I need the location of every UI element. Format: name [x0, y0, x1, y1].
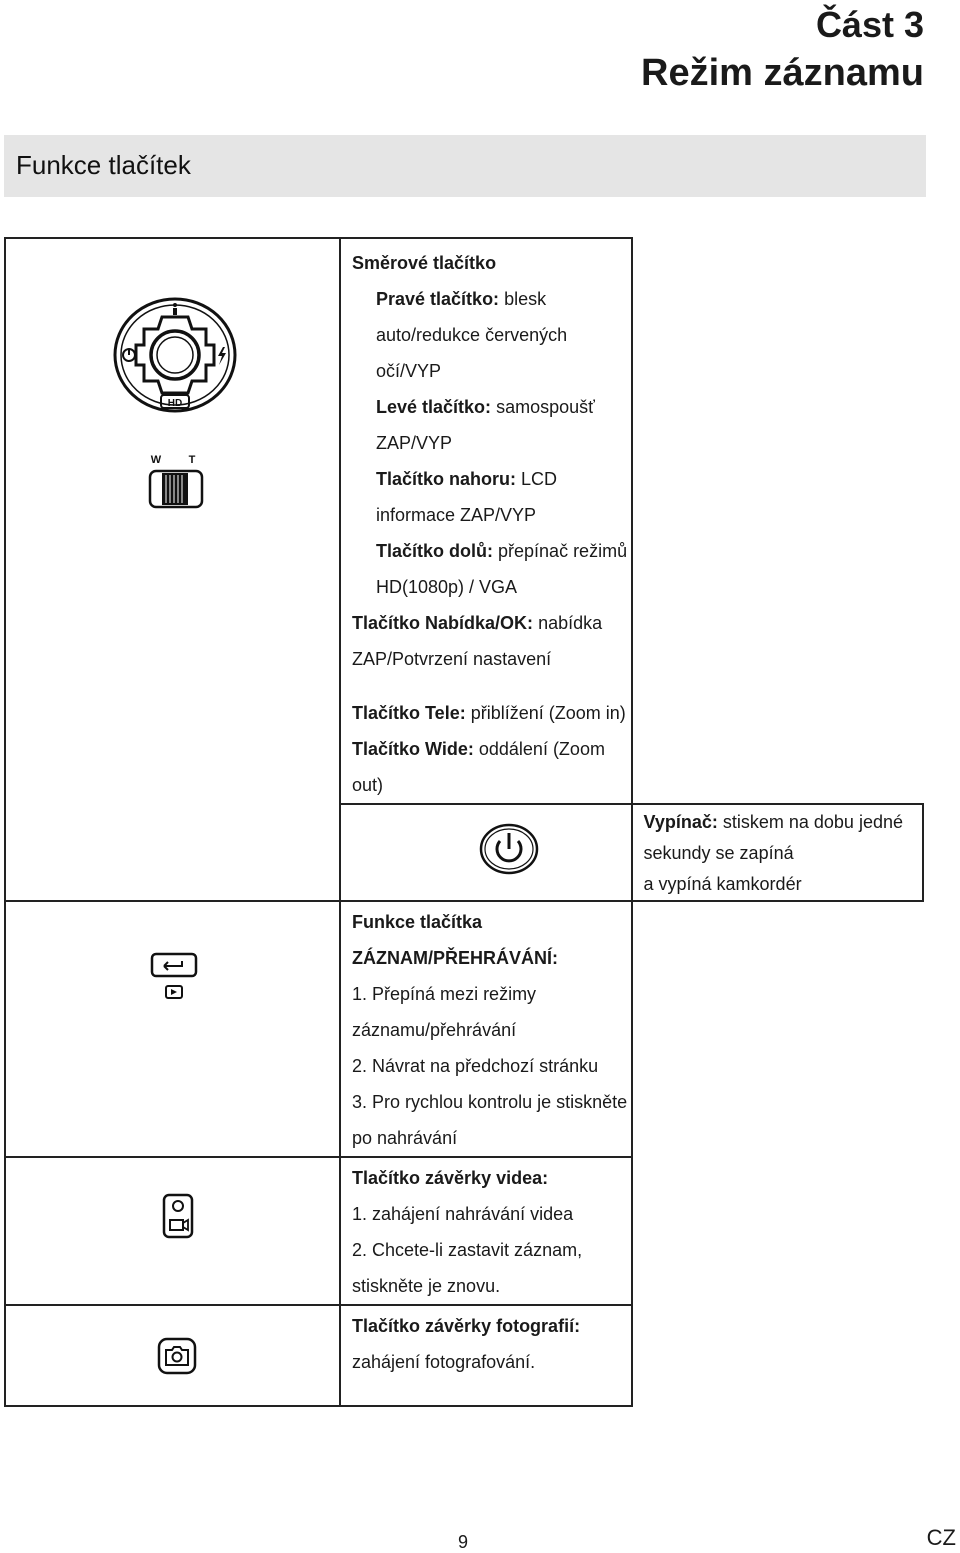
text-cell-photo-shutter	[340, 1305, 632, 1406]
power-icon	[479, 823, 539, 880]
menu-button-row	[352, 605, 631, 677]
section-heading-bar	[4, 135, 926, 197]
photo-shutter-desc: zahájení fotografování.	[352, 1352, 536, 1372]
icon-cell-record-play	[5, 901, 340, 1157]
wide-button-label: Tlačítko Wide:	[352, 739, 474, 759]
part-header	[641, 2, 924, 98]
icon-cell-video-shutter	[5, 1157, 340, 1305]
up-button-row	[352, 461, 631, 533]
photo-shutter-row	[352, 1308, 631, 1380]
zoom-w-label: W	[150, 454, 162, 466]
record-play-item-3: 3. Pro rychlou kontrolu je stiskněte po nahrávání	[352, 1092, 628, 1148]
part-title: Režim záznamu	[641, 51, 924, 94]
zoom-t-label: T	[188, 454, 196, 466]
down-button-label: Tlačítko dolů:	[376, 541, 493, 561]
text-cell-video-shutter	[340, 1157, 632, 1305]
video-shutter-item-2: 2. Chcete-li zastavit záznam, stiskněte je znovu.	[352, 1240, 583, 1296]
text-cell-direction	[340, 238, 632, 804]
direction-pad-icon	[110, 295, 240, 420]
up-button-desc: LCD informace ZAP/VYP	[376, 469, 558, 525]
record-play-title: Funkce tlačítka ZÁZNAM/PŘEHRÁVÁNÍ:	[352, 912, 558, 968]
left-button-desc: samospoušť ZAP/VYP	[376, 397, 595, 453]
button-functions-table	[4, 237, 924, 1407]
table-row-record-play	[5, 901, 923, 1157]
tele-button-row	[352, 695, 631, 731]
page-number: 9	[458, 1532, 469, 1552]
table-row-video-shutter	[5, 1157, 923, 1305]
right-button-desc: blesk auto/redukce červených očí/VYP	[376, 289, 568, 381]
power-desc-line1: stiskem na dobu jedné sekundy se zapíná	[643, 812, 903, 863]
photo-shutter-label: Tlačítko závěrky fotografií:	[352, 1316, 581, 1336]
record-play-item-2: 2. Návrat na předchozí stránku	[352, 1056, 599, 1076]
icon-cell-direction-zoom	[5, 238, 340, 901]
table-row-direction	[5, 238, 923, 804]
hd-icon-label: HD	[167, 398, 183, 409]
icon-cell-photo-shutter	[5, 1305, 340, 1406]
video-shutter-title: Tlačítko závěrky videa:	[352, 1168, 549, 1188]
language-code: CZ	[926, 1525, 956, 1550]
menu-button-desc: nabídka ZAP/Potvrzení nastavení	[352, 613, 603, 669]
power-row	[644, 807, 923, 869]
record-play-item-1: 1. Přepíná mezi režimy záznamu/přehrávání	[352, 984, 537, 1040]
icon-cell-power	[340, 804, 632, 901]
tele-button-label: Tlačítko Tele:	[352, 703, 466, 723]
text-cell-power	[632, 804, 924, 901]
down-button-desc: přepínač režimů HD(1080p) / VGA	[376, 541, 628, 597]
power-desc-line2: a vypíná kamkordér	[643, 874, 802, 894]
left-button-row	[352, 389, 631, 461]
direction-title: Směrové tlačítko	[352, 253, 497, 273]
left-button-label: Levé tlačítko:	[376, 397, 492, 417]
camera-icon	[156, 1336, 198, 1381]
wide-button-desc: oddálení (Zoom out)	[352, 739, 605, 795]
tele-button-desc: přiblížení (Zoom in)	[470, 703, 626, 723]
power-label: Vypínač:	[643, 812, 718, 832]
zoom-lever-icon	[146, 451, 206, 518]
section-title: Funkce tlačítek	[16, 150, 191, 180]
table-row-photo-shutter	[5, 1305, 923, 1406]
right-button-row	[352, 281, 631, 389]
wide-button-row	[352, 731, 631, 803]
up-button-label: Tlačítko nahoru:	[376, 469, 517, 489]
menu-button-label: Tlačítko Nabídka/OK:	[352, 613, 534, 633]
video-shutter-icon	[161, 1192, 195, 1245]
video-shutter-item-1: 1. zahájení nahrávání videa	[352, 1204, 574, 1224]
down-button-row	[352, 533, 631, 605]
right-button-label: Pravé tlačítko:	[376, 289, 500, 309]
record-play-icon	[148, 950, 200, 1005]
text-cell-record-play	[340, 901, 632, 1157]
part-number: Část 3	[815, 4, 924, 45]
